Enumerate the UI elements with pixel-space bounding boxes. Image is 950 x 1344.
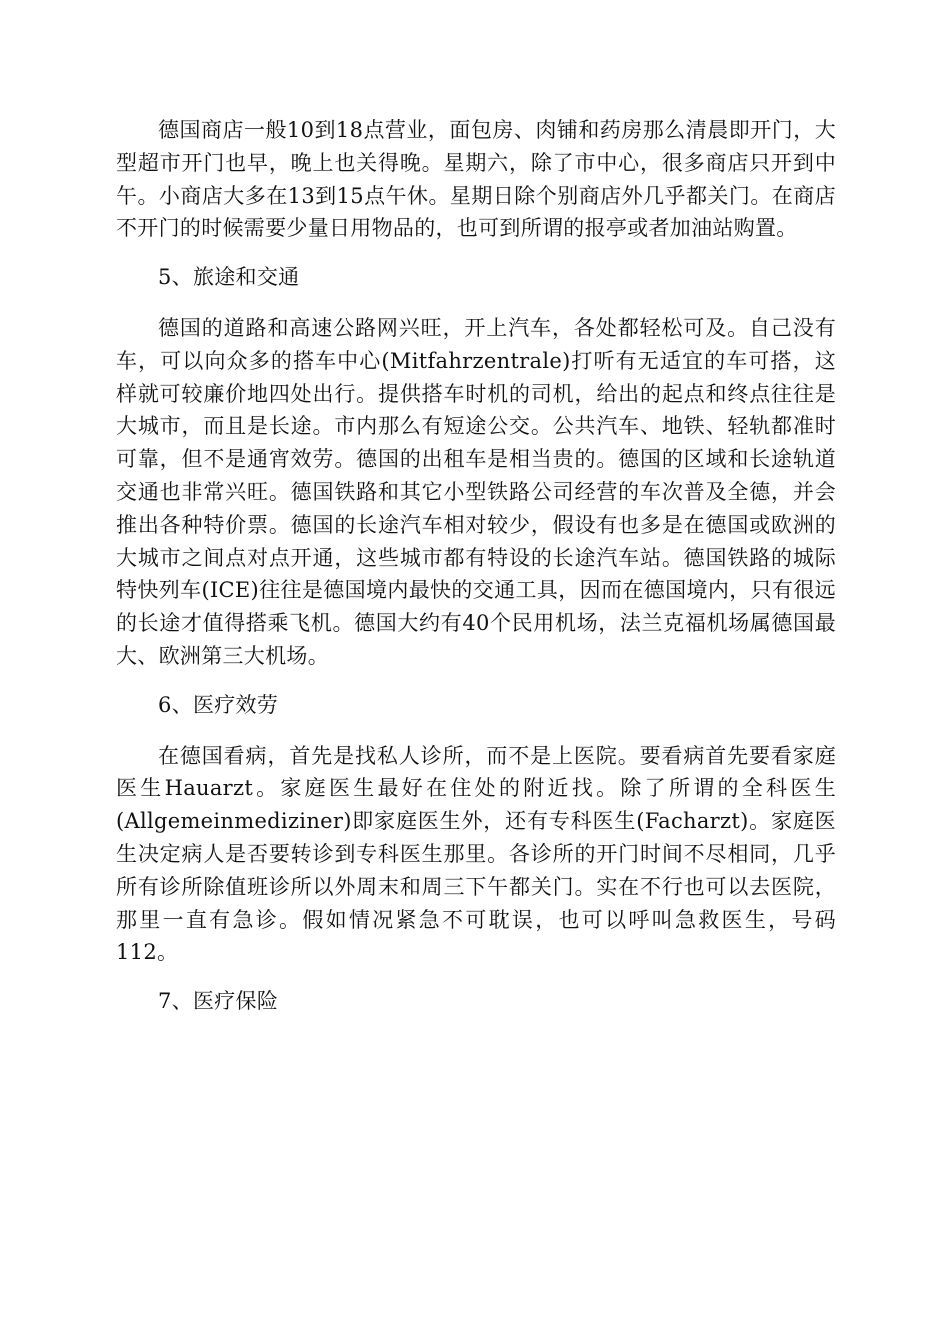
heading-travel-transport: 5、旅途和交通 bbox=[158, 265, 300, 290]
heading-medical-service: 6、医疗效劳 bbox=[158, 692, 279, 717]
paragraph-shop-hours: 德国商店一般10到18点营业，面包房、肉铺和药房那么清晨即开门，大型超市开门也早，晚上也关得晚。星期六，除了市中心，很多商店只开到中午。小商店大多在13到15点午休。星期日除个别商店外几乎都关门。在商店不开门的时候需要少量日用物品的，也可到所谓的报亭或者加油站购置。 bbox=[116, 118, 836, 241]
document-page bbox=[116, 114, 836, 1018]
heading-medical-insurance: 7、医疗保险 bbox=[158, 989, 279, 1014]
paragraph-medical-service: 在德国看病，首先是找私人诊所，而不是上医院。要看病首先要看家庭医生Hauarzt。家庭医生最好在住处的附近找。除了所谓的全科医生(Allgemeinmediziner)即家庭医生外，还有专科医生(Facharzt)。家庭医生决定病人是否要转诊到专科医生那里。各诊所的开门时间不尽相同，几乎所有诊所除值班诊所以外周末和周三下午都关门。实在不行也可以去医院，那里一直有急诊。假如情况紧急不可耽误，也可以呼叫急救医生，号码112。 bbox=[116, 743, 836, 965]
paragraph-travel-transport: 德国的道路和高速公路网兴旺，开上汽车，各处都轻松可及。自己没有车，可以向众多的搭车中心(Mitfahrzentrale)打听有无适宜的车可搭，这样就可较廉价地四处出行。提供搭车时机的司机，给出的起点和终点往往是大城市，而且是长途。市内那么有短途公交。公共汽车、地铁、轻轨都准时可靠，但不是通宵效劳。德国的出租车是相当贵的。德国的区域和长途轨道交通也非常兴旺。德国铁路和其它小型铁路公司经营的车次普及全德，并会推出各种特价票。德国的长途汽车相对较少，假设有也多是在德国或欧洲的大城市之间点对点开通，这些城市都有特设的长途汽车站。德国铁路的城际特快列车(ICE)往往是德国境内最快的交通工具，因而在德国境内，只有很远的长途才值得搭乘飞机。德国大约有40个民用机场，法兰克福机场属德国最大、欧洲第三大机场。 bbox=[116, 315, 836, 668]
